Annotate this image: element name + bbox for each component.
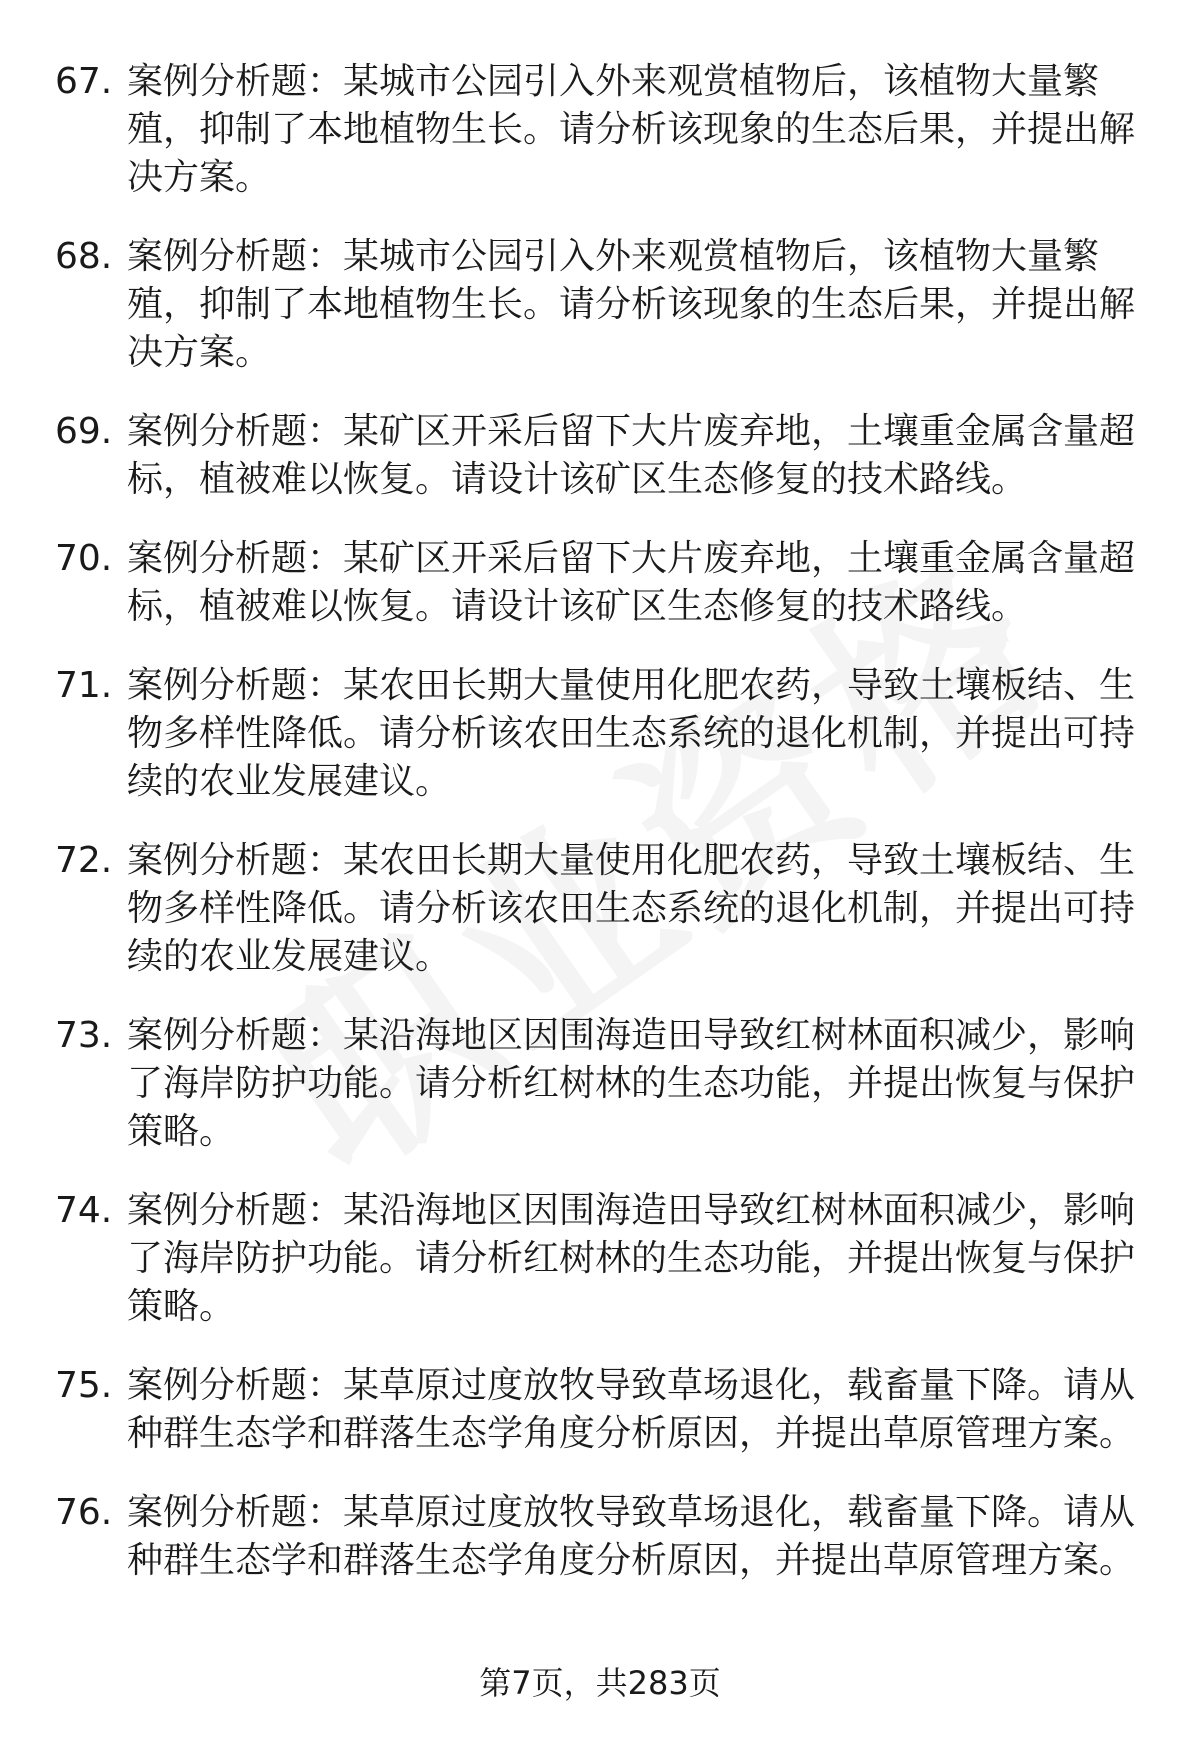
- question-text: 案例分析题：某城市公园引入外来观赏植物后，该植物大量繁殖，抑制了本地植物生长。请分析该现象的生态后果，并提出解决方案。: [127, 61, 1136, 198]
- page-footer: 第7页，共283页: [479, 1664, 721, 1702]
- question-number: 72.: [55, 840, 113, 881]
- question-item: [55, 1187, 1135, 1331]
- question-item: [55, 233, 1135, 377]
- question-text: 案例分析题：某沿海地区因围海造田导致红树林面积减少，影响了海岸防护功能。请分析红树林的生态功能，并提出恢复与保护策略。: [127, 1190, 1136, 1327]
- question-number: 73.: [55, 1015, 113, 1056]
- question-text: 案例分析题：某农田长期大量使用化肥农药，导致土壤板结、生物多样性降低。请分析该农田生态系统的退化机制，并提出可持续的农业发展建议。: [127, 840, 1136, 977]
- question-number: 67.: [55, 61, 113, 102]
- question-number: 75.: [55, 1365, 113, 1406]
- question-item: [55, 58, 1135, 202]
- question-number: 74.: [55, 1190, 113, 1231]
- question-item: [55, 1362, 1135, 1458]
- question-item: [55, 408, 1135, 504]
- question-item: [55, 837, 1135, 981]
- question-item: [55, 535, 1135, 631]
- question-text: 案例分析题：某矿区开采后留下大片废弃地，土壤重金属含量超标，植被难以恢复。请设计该矿区生态修复的技术路线。: [127, 411, 1136, 500]
- question-text: 案例分析题：某矿区开采后留下大片废弃地，土壤重金属含量超标，植被难以恢复。请设计该矿区生态修复的技术路线。: [127, 538, 1136, 627]
- question-item: [55, 1012, 1135, 1156]
- question-number: 76.: [55, 1492, 113, 1533]
- question-item: [55, 1489, 1135, 1585]
- question-text: 案例分析题：某城市公园引入外来观赏植物后，该植物大量繁殖，抑制了本地植物生长。请分析该现象的生态后果，并提出解决方案。: [127, 236, 1136, 373]
- question-text: 案例分析题：某草原过度放牧导致草场退化，载畜量下降。请从种群生态学和群落生态学角度分析原因，并提出草原管理方案。: [127, 1492, 1136, 1581]
- question-number: 69.: [55, 411, 113, 452]
- question-number: 71.: [55, 665, 113, 706]
- question-text: 案例分析题：某草原过度放牧导致草场退化，载畜量下降。请从种群生态学和群落生态学角度分析原因，并提出草原管理方案。: [127, 1365, 1136, 1454]
- question-number: 68.: [55, 236, 113, 277]
- question-text: 案例分析题：某沿海地区因围海造田导致红树林面积减少，影响了海岸防护功能。请分析红树林的生态功能，并提出恢复与保护策略。: [127, 1015, 1136, 1152]
- question-list: [55, 58, 1135, 1616]
- question-item: [55, 662, 1135, 806]
- question-text: 案例分析题：某农田长期大量使用化肥农药，导致土壤板结、生物多样性降低。请分析该农田生态系统的退化机制，并提出可持续的农业发展建议。: [127, 665, 1136, 802]
- question-number: 70.: [55, 538, 113, 579]
